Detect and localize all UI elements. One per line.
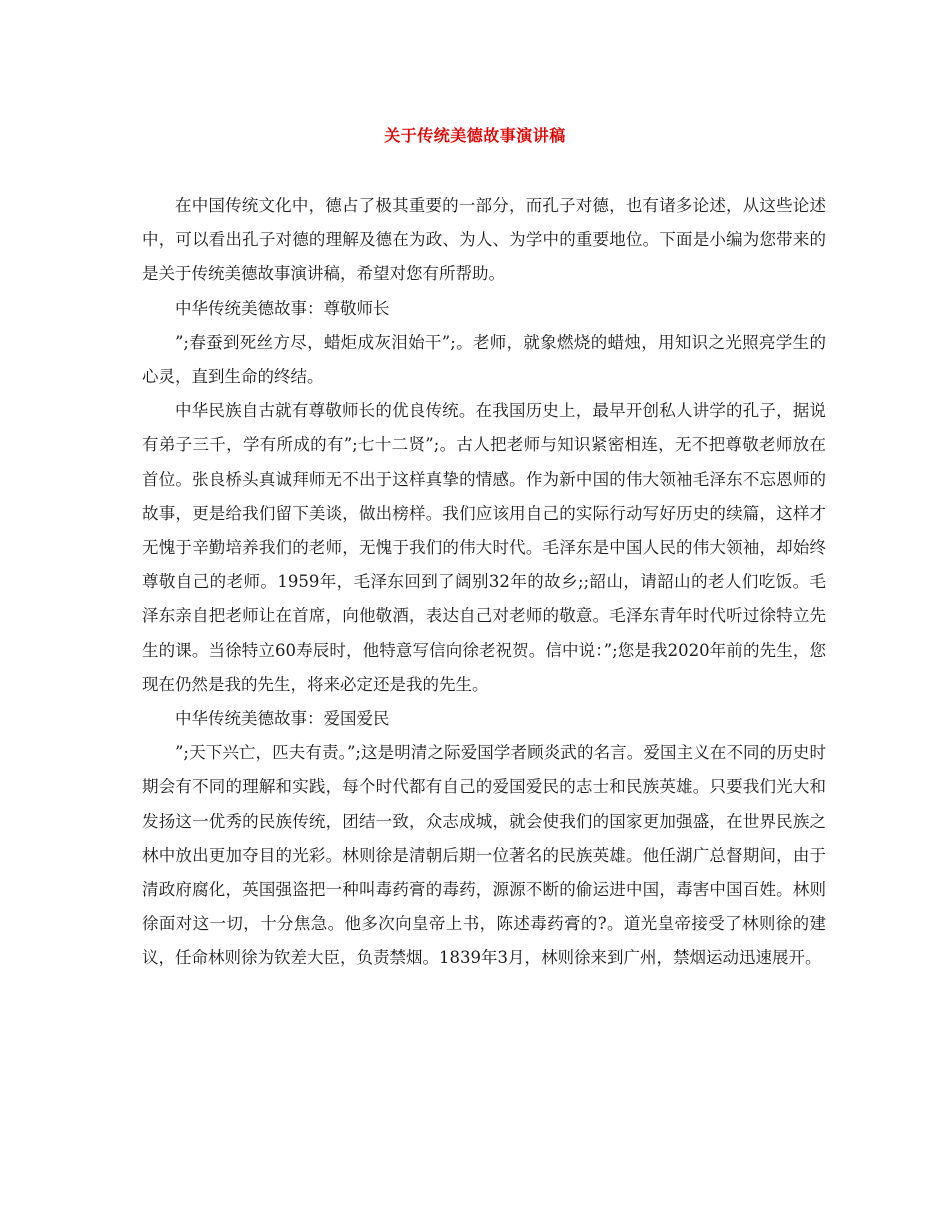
quote-paragraph-candle: ”;春蚕到死丝方尽，蜡炬成灰泪始干”;。老师，就象燃烧的蜡烛，用知识之光照亮学生的心灵，直到生命的终结。 [142,332,826,387]
document-title: 关于传统美德故事演讲稿 [384,126,566,145]
intro-paragraph: 在中国传统文化中，德占了极其重要的一部分，而孔子对德，也有诸多论述，从这些论述中，可以看出孔子对德的理解及德在为政、为人、为学中的重要地位。下面是小编为您带来的是关于传统美德故事演讲稿，希望对您有所帮助。 [142,196,826,284]
section-heading-respect-teachers: 中华传统美德故事：尊敬师长 [175,298,390,318]
section-heading-patriotism: 中华传统美德故事：爱国爱民 [175,709,390,729]
body-paragraph-patriotism: ”;天下兴亡，匹夫有责。”;这是明清之际爱国学者顾炎武的名言。爱国主义在不同的历史时期会有不同的理解和实践，每个时代都有自己的爱国爱民的志士和民族英雄。只要我们光大和发扬这一优秀的民族传统，团结一致，众志成城，就会使我们的国家更加强盛，在世界民族之林中放出更加夺目的光彩。林则徐是清朝后期一位著名的民族英雄。他任湖广总督期间，由于清政府腐化，英国强盗把一种叫毒药膏的毒药，源源不断的偷运进中国，毒害中国百姓。林则徐面对这一切，十分焦急。他多次向皇帝上书，陈述毒药膏的?。道光皇帝接受了林则徐的建议，任命林则徐为钦差大臣，负责禁烟。1839年3月，林则徐来到广州，禁烟运动迅速展开。 [142,743,826,968]
document-body [142,189,826,976]
body-paragraph-respect-teachers: 中华民族自古就有尊敬师长的优良传统。在我国历史上，最早开创私人讲学的孔子，据说有弟子三千，学有所成的有”;七十二贤”;。古人把老师与知识紧密相连，无不把尊敬老师放在首位。张良桥头真诚拜师无不出于这样真挚的情感。作为新中国的伟大领袖毛泽东不忘恩师的故事，更是给我们留下美谈，做出榜样。我们应该用自己的实际行动写好历史的续篇，这样才无愧于辛勤培养我们的老师，无愧于我们的伟大时代。毛泽东是中国人民的伟大领袖，却始终尊敬自己的老师。1959年，毛泽东回到了阔别32年的故乡;;韶山，请韶山的老人们吃饭。毛泽东亲自把老师让在首席，向他敬酒，表达自己对老师的敬意。毛泽东青年时代听过徐特立先生的课。当徐特立60寿辰时，他特意写信向徐老祝贺。信中说：”;您是我2020年前的先生，您现在仍然是我的先生，将来必定还是我的先生。 [142,401,826,694]
